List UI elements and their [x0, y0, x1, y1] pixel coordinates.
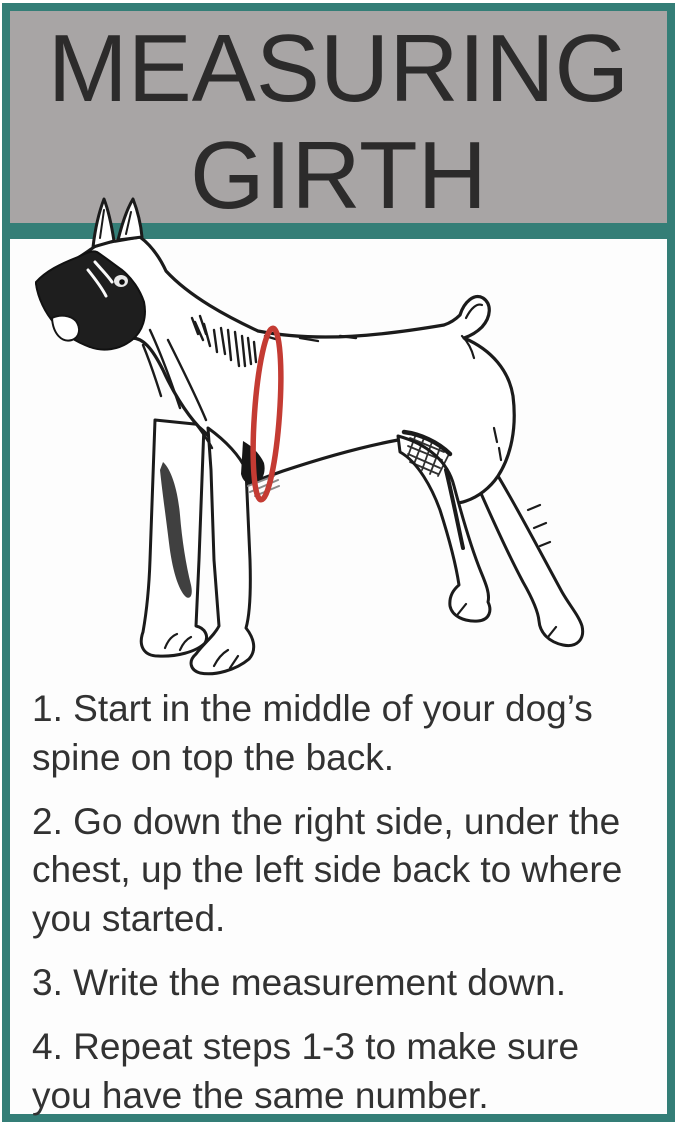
title-line-2: GIRTH — [190, 122, 487, 229]
instruction-step-4: 4. Repeat steps 1-3 to make sure you have the same number. — [32, 1025, 580, 1116]
page-title — [10, 11, 667, 229]
instruction-panel — [2, 231, 675, 1122]
instruction-list — [10, 685, 667, 1121]
figure-area — [10, 239, 667, 685]
instruction-step-1: 1. Start in the middle of your dog’s spine on top the back. — [32, 688, 593, 778]
title-line-1: MEASURING — [47, 15, 630, 122]
title-banner — [2, 3, 675, 231]
instruction-step-3: 3. Write the measurement down. — [32, 962, 567, 1004]
instruction-step-2: 2. Go down the right side, under the chest, up the left side back to where you started. — [32, 800, 623, 940]
